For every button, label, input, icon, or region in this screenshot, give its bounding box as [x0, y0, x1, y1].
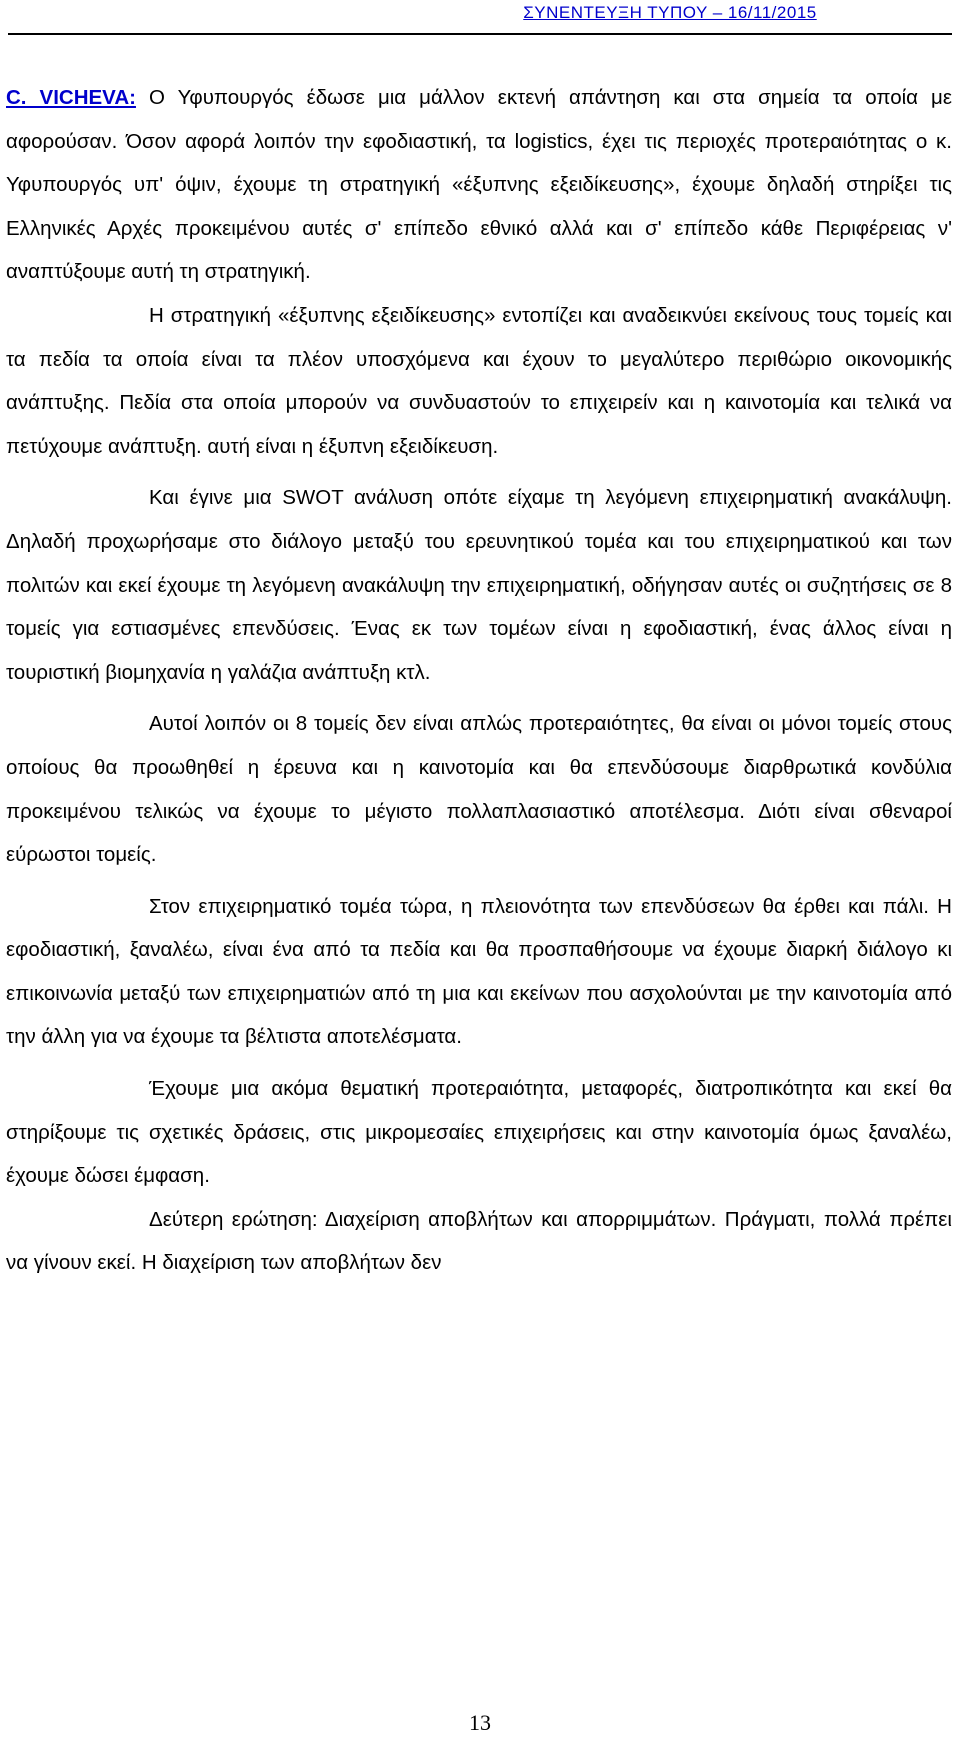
- document-body: [6, 76, 952, 1285]
- header-rule: [8, 33, 952, 35]
- paragraph-6: Έχουμε μια ακόμα θεματική προτεραιότητα, μεταφορές, διατροπικότητα και εκεί θα στηρίξουμε τις σχετικές δράσεις, στις μικρομεσαίες επιχειρήσεις και στην καινοτομία όμως ξαναλέω, έχουμε δώσει έμφαση.: [6, 1077, 952, 1188]
- page-number: 13: [469, 1710, 491, 1735]
- paragraph-1-text: Ο Υφυπουργός έδωσε μια μάλλον εκτενή απάντηση και στα σημεία τα οποία με αφορούσαν. Όσον αφορά λοιπόν την εφοδιαστική, τα logistics, έχει τις περιοχές προτεραιότητας ο κ. Υφυπουργός υπ' όψιν, έχουμε τη στρατηγική «έξυπνης εξειδίκευσης», έχουμε δηλαδή στηρίξει τις Ελληνικές Αρχές προκειμένου αυτές σ' επίπεδο εθνικό αλλά και σ' επίπεδο κάθε Περιφέρειας ν' αναπτύξουμε αυτή τη στρατηγική.: [6, 86, 952, 284]
- paragraph-3: Και έγινε μια SWOT ανάλυση οπότε είχαμε τη λεγόμενη επιχειρηματική ανακάλυψη. Δηλαδή προχωρήσαμε στο διάλογο μεταξύ του ερευνητικού τομέα και του επιχειρηματικού και των πολιτών και εκεί έχουμε τη λεγόμενη ανακάλυψη την επιχειρηματική, οδήγησαν αυτές οι συζητήσεις σε 8 τομείς για εστιασμένες επενδύσεις. Ένας εκ των τομέων είναι η εφοδιαστική, ένας άλλος είναι η τουριστική βιομηχανία η γαλάζια ανάπτυξη κτλ.: [6, 486, 952, 684]
- paragraph-5: Στον επιχειρηματικό τομέα τώρα, η πλειονότητα των επενδύσεων θα έρθει και πάλι. Η εφοδιαστική, ξαναλέω, είναι ένα από τα πεδία και θα προσπαθήσουμε να έχουμε διαρκή διάλογο κι επικοινωνία μεταξύ των επιχειρηματιών από τη μια και εκείνων που ασχολούνται με την καινοτομία από την άλλη για να έχουμε τα βέλτιστα αποτελέσματα.: [6, 894, 952, 1049]
- speaker-name: C. VICHEVA:: [6, 86, 136, 109]
- paragraph-7: Δεύτερη ερώτηση: Διαχείριση αποβλήτων και απορριμμάτων. Πράγματι, πολλά πρέπει να γίνουν εκεί. Η διαχείριση των αποβλήτων δεν: [6, 1207, 952, 1275]
- paragraph-4: Αυτοί λοιπόν οι 8 τομείς δεν είναι απλώς προτεραιότητες, θα είναι οι μόνοι τομείς στους οποίους θα προωθηθεί η έρευνα και η καινοτομία και θα επενδύσουμε διαρθρωτικά κονδύλια προκειμένου τελικώς να έχουμε το μέγιστο πολλαπλασιαστικό αποτέλεσμα. Διότι είναι σθεναροί εύρωστοι τομείς.: [6, 712, 952, 867]
- header-title: ΣΥΝΕΝΤΕΥΞΗ ΤΥΠΟΥ – 16/11/2015: [523, 3, 817, 22]
- paragraph-2: Η στρατηγική «έξυπνης εξειδίκευσης» εντοπίζει και αναδεικνύει εκείνους τους τομείς και τα πεδία τα οποία είναι τα πλέον υποσχόμενα και έχουν το μεγαλύτερο περιθώριο οικονομικής ανάπτυξης. Πεδία στα οποία μπορούν να συνδυαστούν το επιχειρείν και η καινοτομία και τελικά να πετύχουμε ανάπτυξη. αυτή είναι η έξυπνη εξειδίκευση.: [6, 303, 952, 458]
- page-header: [0, 0, 960, 28]
- paragraph-1: [6, 76, 952, 294]
